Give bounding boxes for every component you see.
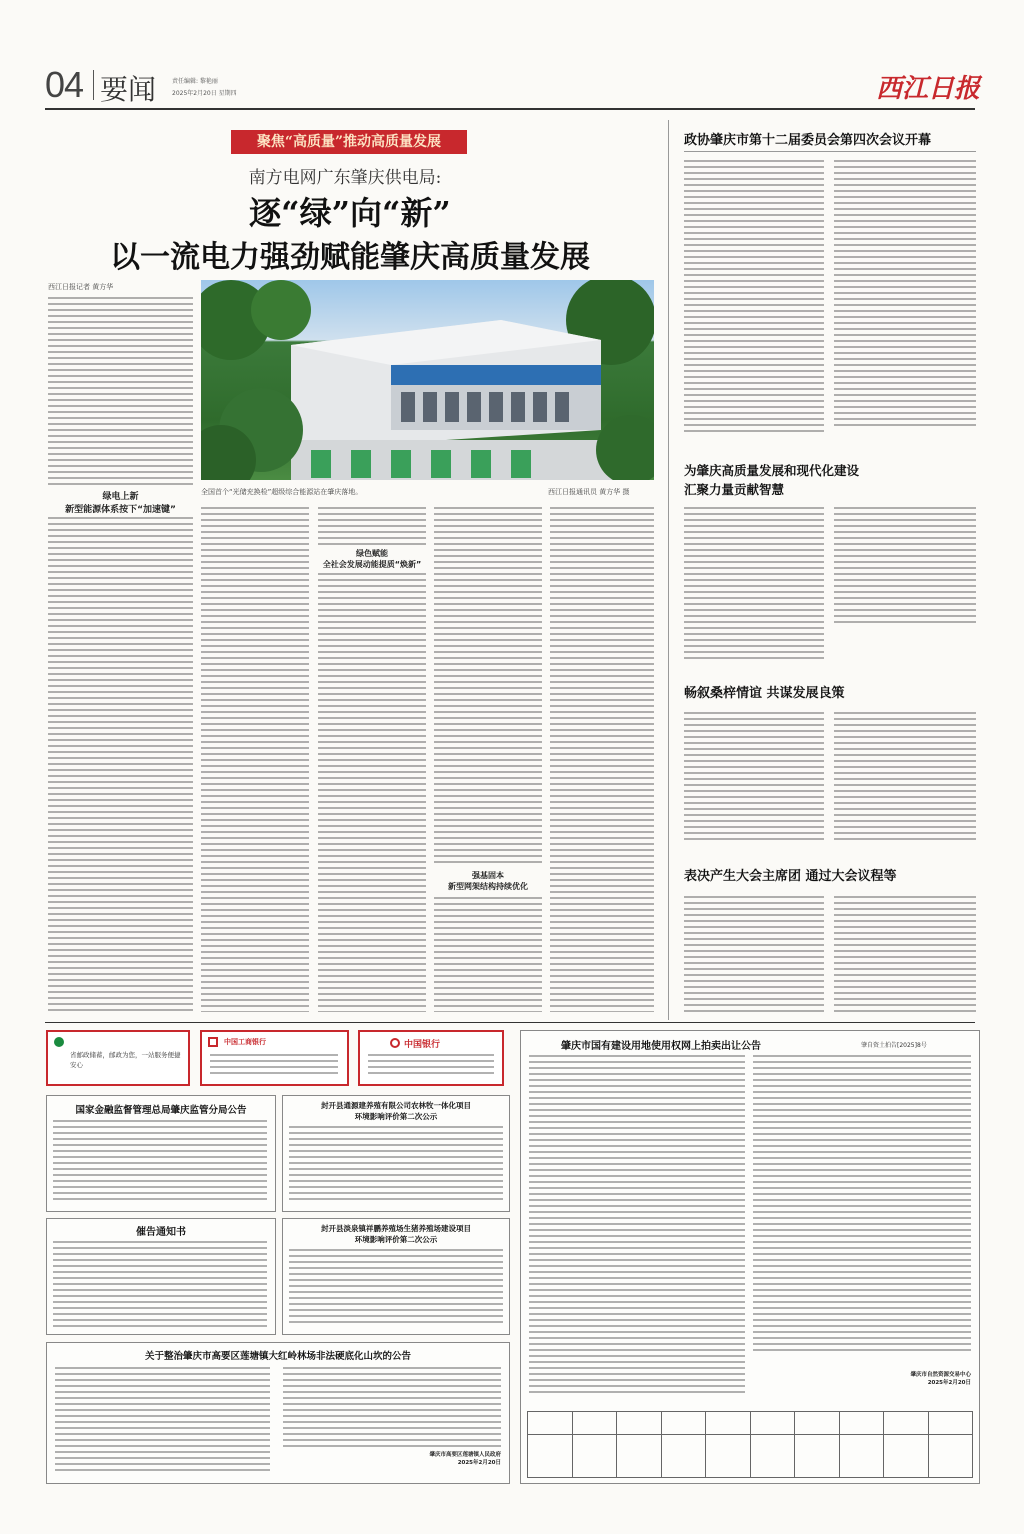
- notice-rectify-title: 关于整治肇庆市高要区莲塘镇大红岭林场非法硬底化山坎的公告: [144, 1351, 411, 1362]
- notice-eia-2: [282, 1218, 510, 1335]
- notice-eia-2-title: 封开县淡泉镇祥鹏养殖场生猪养殖场建设项目 环境影响评价第二次公示: [321, 1224, 471, 1244]
- story-banner-text: 聚焦“高质量”推动高质量发展: [256, 134, 442, 150]
- section-name: 要闻: [100, 73, 157, 106]
- right-headline-2: 为肇庆高质量发展和现代化建设 汇聚力量贡献智慧: [684, 463, 860, 497]
- ad-boc: [358, 1030, 504, 1086]
- story-body-col4a: [434, 507, 542, 867]
- story-title-line1: 逐“绿”向“新”: [249, 194, 451, 232]
- ads-top-rule: [45, 1022, 975, 1023]
- land-auction-table: [527, 1411, 973, 1478]
- table-row: [528, 1412, 973, 1435]
- notice-rectify: [46, 1342, 510, 1484]
- notice-eia-1-title: 封开县通源建养殖有限公司农林牧一体化项目 环境影响评价第二次公示: [321, 1101, 471, 1121]
- notice-finance-title: 国家金融监督管理总局肇庆监管分局公告: [75, 1105, 247, 1116]
- ad-boc-text: 中国银行: [404, 1040, 441, 1050]
- ad-boc-copy: [368, 1054, 494, 1078]
- right-headline-4: 表决产生大会主席团 通过大会议程等: [684, 869, 897, 884]
- story-body-col3b: [318, 573, 426, 1012]
- ad-icbc-copy: [210, 1054, 338, 1076]
- right-body-2a: [684, 507, 824, 662]
- masthead-divider: [93, 70, 94, 100]
- table-row: [528, 1435, 973, 1478]
- right-body-1a: [684, 160, 824, 435]
- notice-land-auction: [520, 1030, 980, 1484]
- notice-finance-body: [53, 1120, 267, 1204]
- notice-land-body-a: [529, 1055, 745, 1397]
- story-title-line2: 以一流电力强劲赋能肇庆高质量发展: [110, 240, 590, 275]
- boc-logo-icon: [390, 1038, 400, 1048]
- notice-eia-1-body: [289, 1126, 503, 1204]
- story-body-col2a: [201, 507, 309, 1012]
- right-body-3a: [684, 712, 824, 842]
- notice-reminder: [46, 1218, 276, 1335]
- editor-line: 责任编辑: 黎艳丽: [172, 78, 218, 85]
- story-kicker: 南方电网广东肇庆供电局:: [248, 168, 442, 188]
- photo-caption: 全国首个“光储充换检”超级综合能源站在肇庆落地。: [201, 488, 363, 496]
- right-headline-1: 政协肇庆市第十二届委员会第四次会议开幕: [684, 133, 932, 148]
- masthead-rule: [45, 108, 975, 110]
- ad-postal-text: 省邮政储蓄，邮政为您，一站服务便捷安心: [70, 1051, 181, 1069]
- story-byline: 西江日报记者 黄方华: [48, 283, 114, 291]
- right-body-3b: [834, 712, 976, 842]
- story-body-col3a: [318, 507, 426, 547]
- date-line: 2025年2月20日 星期四: [172, 90, 237, 97]
- story-body-col5: [550, 507, 654, 1012]
- right-body-4b: [834, 896, 976, 1014]
- subhead-grid-structure: 强基固本 新型网架结构持续优化: [448, 871, 528, 891]
- ad-icbc-text: 中国工商银行: [224, 1038, 266, 1046]
- notice-rectify-body-a: [55, 1367, 270, 1475]
- notice-finance: [46, 1095, 276, 1212]
- right-rule-1: [684, 151, 976, 152]
- notice-land-body-b: [753, 1055, 971, 1355]
- station-illustration: [201, 280, 654, 480]
- notice-land-footer: 肇庆市自然资源交易中心 2025年2月20日: [910, 1372, 971, 1386]
- story-photo: [201, 280, 654, 480]
- right-body-4a: [684, 896, 824, 1014]
- subhead-green-power: 绿电上新 新型能源体系按下“加速键”: [65, 492, 176, 515]
- notice-eia-1: [282, 1095, 510, 1212]
- right-body-2b: [834, 507, 976, 627]
- notice-land-title: 肇庆市国有建设用地使用权网上拍卖出让公告: [561, 1041, 761, 1052]
- story-body-col1a: [48, 297, 193, 487]
- photo-credit: 西江日报通讯员 黄方华 摄: [548, 488, 630, 496]
- ad-postal-savings: [46, 1030, 190, 1086]
- column-divider: [668, 120, 669, 1020]
- postal-logo-icon: [54, 1037, 64, 1047]
- paper-logo: 西江日报: [876, 74, 981, 104]
- notice-reminder-body: [53, 1241, 267, 1329]
- icbc-logo-icon: [208, 1037, 218, 1047]
- notice-rectify-body-b: [283, 1367, 501, 1447]
- notice-rectify-footer: 肇庆市高要区莲塘镇人民政府 2025年2月20日: [429, 1452, 501, 1466]
- story-banner: [231, 130, 467, 154]
- notice-reminder-title: 催告通知书: [136, 1227, 186, 1238]
- right-body-1b: [834, 160, 976, 430]
- story-body-col4b: [434, 897, 542, 1012]
- page-number: 04: [45, 64, 84, 105]
- story-body-col1b: [48, 517, 193, 1012]
- ad-icbc: [200, 1030, 349, 1086]
- notice-land-ref: 肇自资土拍告[2025]8号: [861, 1042, 927, 1049]
- subhead-green-empower: 绿色赋能 全社会发展动能提质“焕新”: [322, 549, 422, 569]
- right-headline-3: 畅叙桑梓情谊 共谋发展良策: [684, 686, 845, 701]
- notice-eia-2-body: [289, 1249, 503, 1327]
